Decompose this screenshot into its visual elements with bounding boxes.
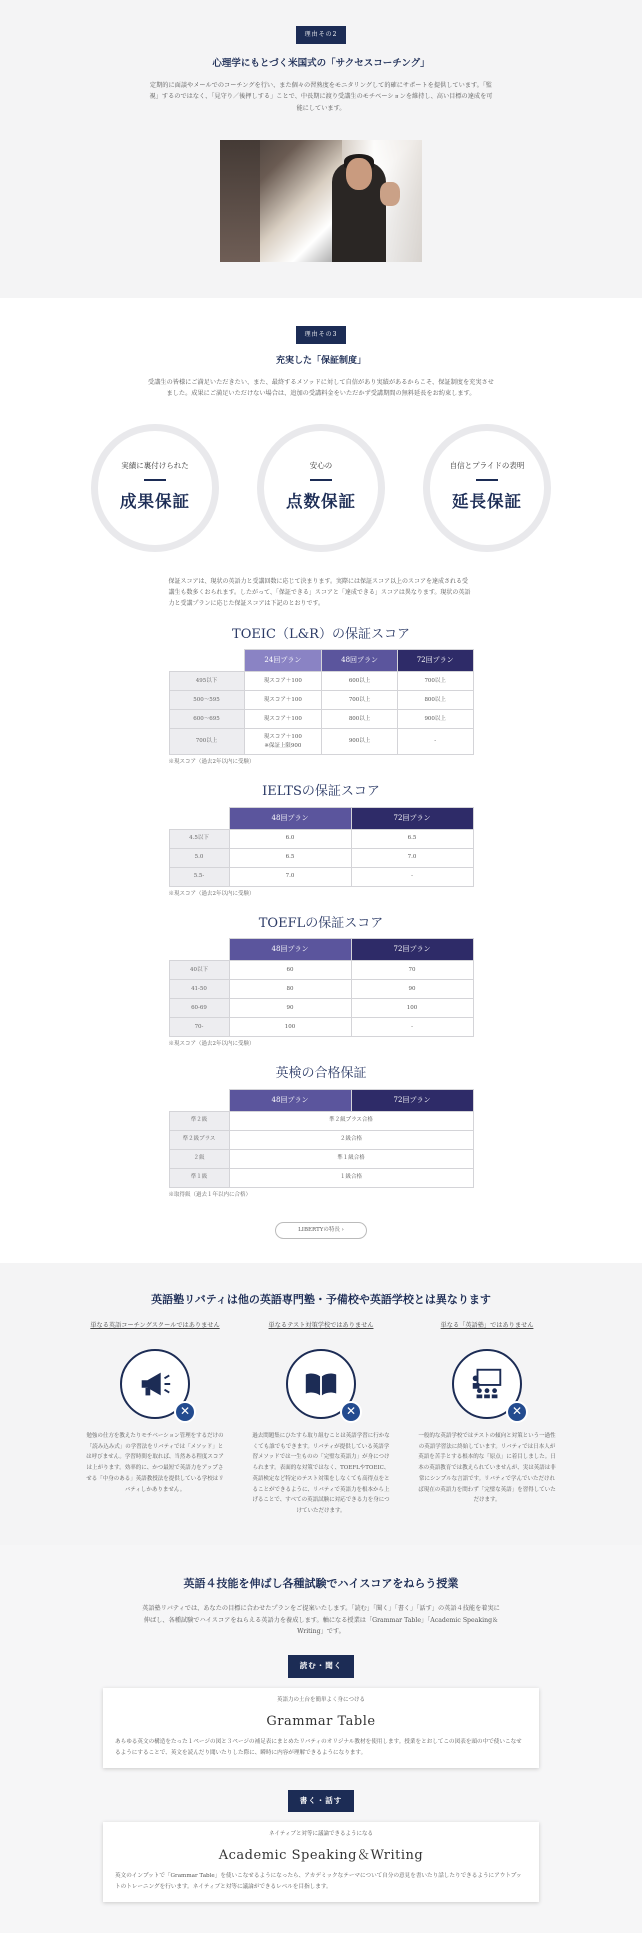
toeic-title: TOEIC（L&R）の保証スコア [232,626,410,642]
eiken-note: ※取得級（過去１年以内に合格） [168,1191,252,1198]
coaching-photo [220,140,422,262]
table-cell: 現スコア＋100 [244,710,322,729]
toeic-header: 24回プラン [244,650,322,672]
academic-card [103,1822,539,1902]
card-text: あらゆる英文の構造をたった１ページの図と３ページの補足表にまとめたリバティのオリジナル教材を使用します。授業をとおしてこの図表を頭の中で使いこなせるようにすることで、英文を読んだり聞いたりした際に、瞬時に内容が理解できるようになります。 [115,1739,522,1756]
table-cell: 7.0 [229,867,351,886]
column-title: 単なる英語コーチングスクールではありません [90,1322,220,1330]
circle-big-label: 点数保証 [286,492,356,512]
skills-title: 英語４技能を伸ばし各種試験でハイスコアをねらう授業 [183,1576,459,1590]
reason2-title: 心理学にもとづく米国式の「サクセスコーチング」 [212,57,430,69]
table-row [169,829,473,848]
table-cell: 900以上 [397,710,473,729]
reason2-badge: 理由その2 [296,26,347,44]
table-cell: 90 [351,980,473,999]
button-label: LIBERTYの特長 [298,1226,340,1233]
grammar-table-card [103,1688,539,1768]
column-title: 単なる「英語塾」ではありません [440,1322,534,1330]
table-cell: 600以上 [322,672,398,691]
table-cell: ２級 [169,1149,229,1168]
table-cell: 700以上 [322,691,398,710]
reason2-text: 定期的に面談やメールでのコーチングを行い、また個々の習熟度をモニタリングして的確にサポートを提供しています。「監視」するのではなく、「見守り／後押しする」ことで、中長期に渡り受講生のモチベーションを維持し、高い目標の達成を可能にしています。 [149,81,493,112]
toeic-header: 48回プラン [322,650,398,672]
table-row [169,1168,473,1187]
toefl-header: 72回プラン [351,939,473,961]
table-row [169,999,473,1018]
table-cell: 5.5- [169,867,229,886]
book-icon [286,1349,356,1419]
table-cell: 900以上 [322,729,398,755]
table-cell: 600〜695 [169,710,244,729]
table-cell: ２級合格 [229,1130,473,1149]
classroom-icon [452,1349,522,1419]
reason3-title: 充実した「保証制度」 [275,355,366,366]
ielts-title: IELTSの保証スコア [262,784,380,800]
skills-text: 英語塾リバティでは、あなたの目標に合わせたプランをご提案いたします。「読む」「聞く」「書く」「話す」の英語４技能を着実に伸ばし、各種試験でハイスコアをねらえる英語力を養成します。軸になる授業は「Grammar Table」「Academic Speaking＆Writing」です。 [142,1605,500,1635]
table-row [169,980,473,999]
table-row [169,691,473,710]
difference-column [251,1321,391,1517]
reason3-section [0,298,642,1263]
table-row [169,961,473,980]
difference-title: 英語塾リバティは他の英語専門塾・予備校や英語学校とは異なります [151,1292,491,1306]
table-cell: 80 [229,980,351,999]
ielts-table [169,807,474,887]
eiken-header: 48回プラン [229,1089,351,1111]
table-cell: 現スコア＋100 [244,691,322,710]
close-icon: ✕ [506,1401,528,1423]
card-title: Grammar Table [266,1713,376,1729]
table-cell: - [397,729,473,755]
guarantee-intro: 保証スコアは、現状の英語力と受講回数に応じて決まります。実際には保証スコア以上のスコアを達成される受講生も数多くおられます。したがって、「保証できる」スコアと「達成できる」スコアは異なります。現状の英語力と受講プランに応じた保証スコアは下記のとおりです。 [168,577,471,608]
table-cell: 100 [229,1018,351,1037]
ielts-header: 72回プラン [351,807,473,829]
table-cell: 40以下 [169,961,229,980]
circle-small-label: 自信とプライドの表明 [449,460,525,470]
table-cell: 700以上 [397,672,473,691]
table-row [169,867,473,886]
table-cell: 800以上 [322,710,398,729]
table-cell: 現スコア＋100 [244,672,322,691]
card-subtitle: ネイティブと対等に議論できるようになる [269,1830,373,1837]
column-text: 過去問題集にひたすら取り組むことは英語学習に行かなくても誰でもできます。リバティが提供している英語学習メソッドでは一生ものの「完璧な英語力」が身につけられます。表面的な対策ではなく、TOEFLやTOEIC、英語検定など特定のテスト対策をしなくても高得点をとることができるように、リバティで英語力を根本から上げることで、すべての英語試験に対応できる力を身につけていただけます。 [252,1433,390,1515]
ielts-header: 48回プラン [229,807,351,829]
card-text: 英文のインプットで「Grammar Table」を使いこなせるようになったら、アカデミックなテーマについて自分の意見を書いたり話したりできるようにアウトプットのトレーニングを行います。ネイティブと対等に議論ができるレベルを目指します。 [115,1873,522,1891]
table-cell: 5.0 [169,848,229,867]
ielts-note: ※現スコア（過去2年以内に受験） [168,890,255,897]
circle-small-label: 安心の [309,460,333,470]
circle-small-label: 実績に裏付けられた [121,460,189,470]
table-cell: 準１級 [169,1168,229,1187]
table-row [169,729,473,755]
reason2-section [0,0,642,298]
card-subtitle: 英語力の土台を簡単よく身につける [277,1696,365,1703]
eiken-header: 72回プラン [351,1089,473,1111]
table-row [169,672,473,691]
table-cell: 準２級プラス合格 [229,1111,473,1130]
difference-column [85,1321,225,1517]
card-title: Academic Speaking＆Writing [218,1848,424,1864]
table-cell: 7.0 [351,848,473,867]
difference-section [0,1263,642,1545]
table-cell: 41-50 [169,980,229,999]
circle-big-label: 成果保証 [120,492,190,512]
table-cell: 700以上 [169,729,244,755]
column-text: 勉強の仕方を教えたりモチベーション管理をするだけの「読み込み式」の学習法をリバティでは「メソッド」とは呼びません。学習時間を取れば、当然ある程度スコアは上がります。効率的に、かつ最短で英語力をアップさせる「中身のある」英語教授法を提供している学校はリバティしかありません。 [86,1433,224,1493]
table-cell: 4.5以下 [169,829,229,848]
guarantee-circles [0,424,642,552]
table-row [169,1018,473,1037]
column-text: 一般的な英語学校ではテストの傾向と対策という一過性の英語学習法に終始しています。リバティでは日本人が英語を苦手とする根本的な「原点」に着目しました。日本の英語教育では教えられていませんが、実は英語は非常にシンプルな言語です。リバティで学んでいただければ現在の英語力を問わず「完璧な英語」を習得していただけます。 [418,1433,556,1504]
table-cell [244,729,322,755]
toeic-note: ※現スコア（過去2年以内に受験） [168,759,255,766]
guarantee-circle-score [257,424,385,552]
toefl-title: TOEFLの保証スコア [258,915,384,931]
table-cell: 準２級プラス [169,1130,229,1149]
chevron-right-icon: › [341,1226,344,1233]
table-cell: 6.0 [229,829,351,848]
close-icon: ✕ [174,1401,196,1423]
eiken-title: 英検の合格保証 [275,1066,367,1082]
table-row [169,1149,473,1168]
toefl-note: ※現スコア（過去2年以内に受験） [168,1041,255,1048]
table-row [169,848,473,867]
skill-badge-reading: 読む・聞く [288,1655,355,1677]
difference-column [417,1321,557,1517]
table-cell: 70 [351,961,473,980]
table-row [169,1111,473,1130]
toeic-header: 72回プラン [397,650,473,672]
table-cell: 60-69 [169,999,229,1018]
table-cell: - [351,867,473,886]
table-cell: 800以上 [397,691,473,710]
guarantee-circle-extension [423,424,551,552]
table-cell: 準１級合格 [229,1149,473,1168]
toefl-header: 48回プラン [229,939,351,961]
guarantee-circle-result [91,424,219,552]
reason3-badge: 理由その3 [296,326,347,344]
table-cell: １級合格 [229,1168,473,1187]
toeic-table [169,649,474,755]
megaphone-icon [120,1349,190,1419]
skills-section [0,1545,642,1933]
table-cell: 100 [351,999,473,1018]
table-cell: 60 [229,961,351,980]
table-cell: 準２級 [169,1111,229,1130]
table-cell: 500〜595 [169,691,244,710]
table-row [169,1130,473,1149]
table-cell: 90 [229,999,351,1018]
table-cell: 6.5 [351,829,473,848]
skill-badge-writing: 書く・話す [288,1790,355,1812]
reason3-text: 受講生の皆様にご満足いただきたい、また、最終するメソッドに対して自信があり実績があるからこそ、保証制度を充実させました。成果にご満足いただけない場合は、追加の受講料金をいただかず受講期間の無料延長をお約束します。 [148,378,494,398]
circle-big-label: 延長保証 [452,492,522,512]
cell-text: 現スコア＋100 [263,733,302,740]
cell-note: ※保証上限900 [264,742,302,749]
table-cell: 6.5 [229,848,351,867]
table-row [169,710,473,729]
table-cell: 70- [169,1018,229,1037]
toefl-table [169,938,474,1037]
table-cell: 495以下 [169,672,244,691]
close-icon: ✕ [340,1401,362,1423]
table-cell: - [351,1018,473,1037]
eiken-table [169,1089,474,1188]
liberty-features-button[interactable] [275,1222,367,1239]
column-title: 単なるテスト対策学校ではありません [268,1322,374,1330]
